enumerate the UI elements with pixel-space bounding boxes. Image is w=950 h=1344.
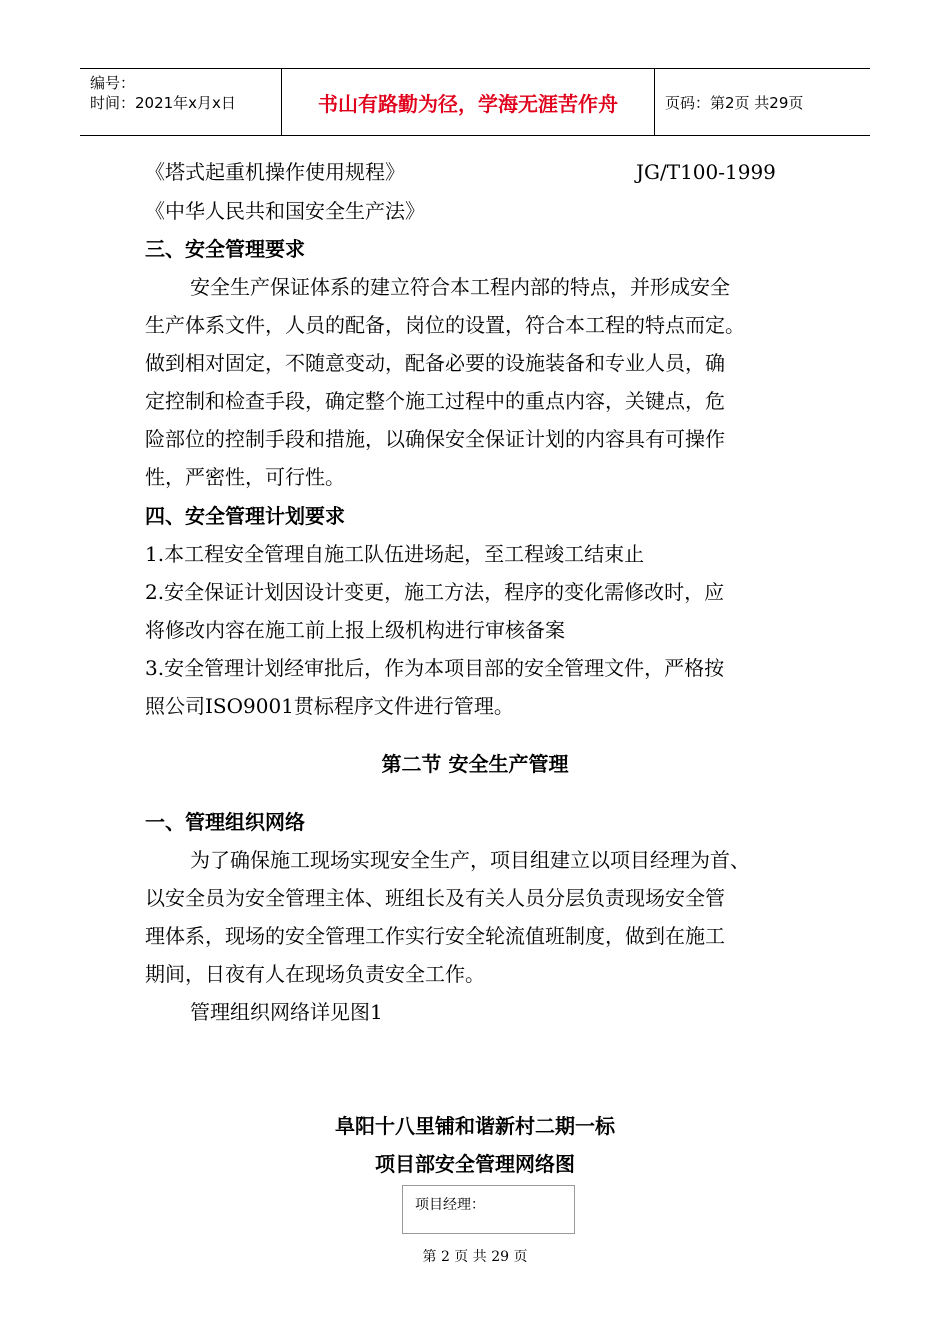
list-item: 3.安全管理计划经审批后，作为本项目部的安全管理文件，严格按 bbox=[145, 656, 725, 680]
diagram-title-line-2: 项目部安全管理网络图 bbox=[375, 1152, 575, 1176]
document-date: 时间：2021年x月x日 bbox=[90, 94, 236, 112]
paragraph-line: 生产体系文件，人员的配备，岗位的设置，符合本工程的特点而定。 bbox=[145, 313, 745, 337]
paragraph-line: 做到相对固定，不随意变动，配备必要的设施装备和专业人员，确 bbox=[145, 351, 725, 375]
paragraph-line: 为了确保施工现场实现安全生产，项目组建立以项目经理为首、 bbox=[190, 848, 750, 872]
project-manager-box bbox=[402, 1185, 575, 1234]
document-number-label: 编号： bbox=[90, 74, 136, 92]
paragraph-line: 性，严密性，可行性。 bbox=[145, 465, 345, 489]
section-3-heading: 三、安全管理要求 bbox=[145, 237, 305, 261]
section-4-heading: 四、安全管理计划要求 bbox=[145, 504, 345, 528]
paragraph-line: 理体系，现场的安全管理工作实行安全轮流值班制度，做到在施工 bbox=[145, 924, 725, 948]
project-manager-label: 项目经理： bbox=[415, 1197, 485, 1213]
paragraph-line: 期间，日夜有人在现场负责安全工作。 bbox=[145, 962, 485, 986]
figure-reference: 管理组织网络详见图1 bbox=[190, 1000, 383, 1024]
page-footer: 第 2 页 共 29 页 bbox=[422, 1249, 528, 1265]
header-meta bbox=[80, 69, 282, 135]
section-1-heading: 一、管理组织网络 bbox=[145, 810, 305, 834]
page-header bbox=[80, 68, 870, 136]
reference-2: 《中华人民共和国安全生产法》 bbox=[145, 199, 425, 223]
reference-1: 《塔式起重机操作使用规程》 bbox=[145, 160, 405, 184]
header-page-info: 页码：第2页 共29页 bbox=[665, 93, 804, 112]
list-item: 2.安全保证计划因设计变更，施工方法，程序的变化需修改时，应 bbox=[145, 580, 725, 604]
paragraph-line: 安全生产保证体系的建立符合本工程内部的特点，并形成安全 bbox=[190, 275, 730, 299]
list-item: 1.本工程安全管理自施工队伍进场起，至工程竣工结束止 bbox=[145, 542, 645, 566]
chapter-title: 第二节 安全生产管理 bbox=[381, 752, 569, 776]
list-item: 照公司ISO9001贯标程序文件进行管理。 bbox=[145, 694, 514, 718]
reference-1-code: JG/T100-1999 bbox=[636, 160, 776, 184]
list-item: 将修改内容在施工前上报上级机构进行审核备案 bbox=[145, 618, 565, 642]
diagram-title-line-1: 阜阳十八里铺和谐新村二期一标 bbox=[335, 1114, 615, 1138]
paragraph-line: 定控制和检查手段，确定整个施工过程中的重点内容，关键点，危 bbox=[145, 389, 725, 413]
header-motto: 书山有路勤为径，学海无涯苦作舟 bbox=[282, 69, 655, 135]
paragraph-line: 险部位的控制手段和措施，以确保安全保证计划的内容具有可操作 bbox=[145, 427, 725, 451]
paragraph-line: 以安全员为安全管理主体、班组长及有关人员分层负责现场安全管 bbox=[145, 886, 725, 910]
